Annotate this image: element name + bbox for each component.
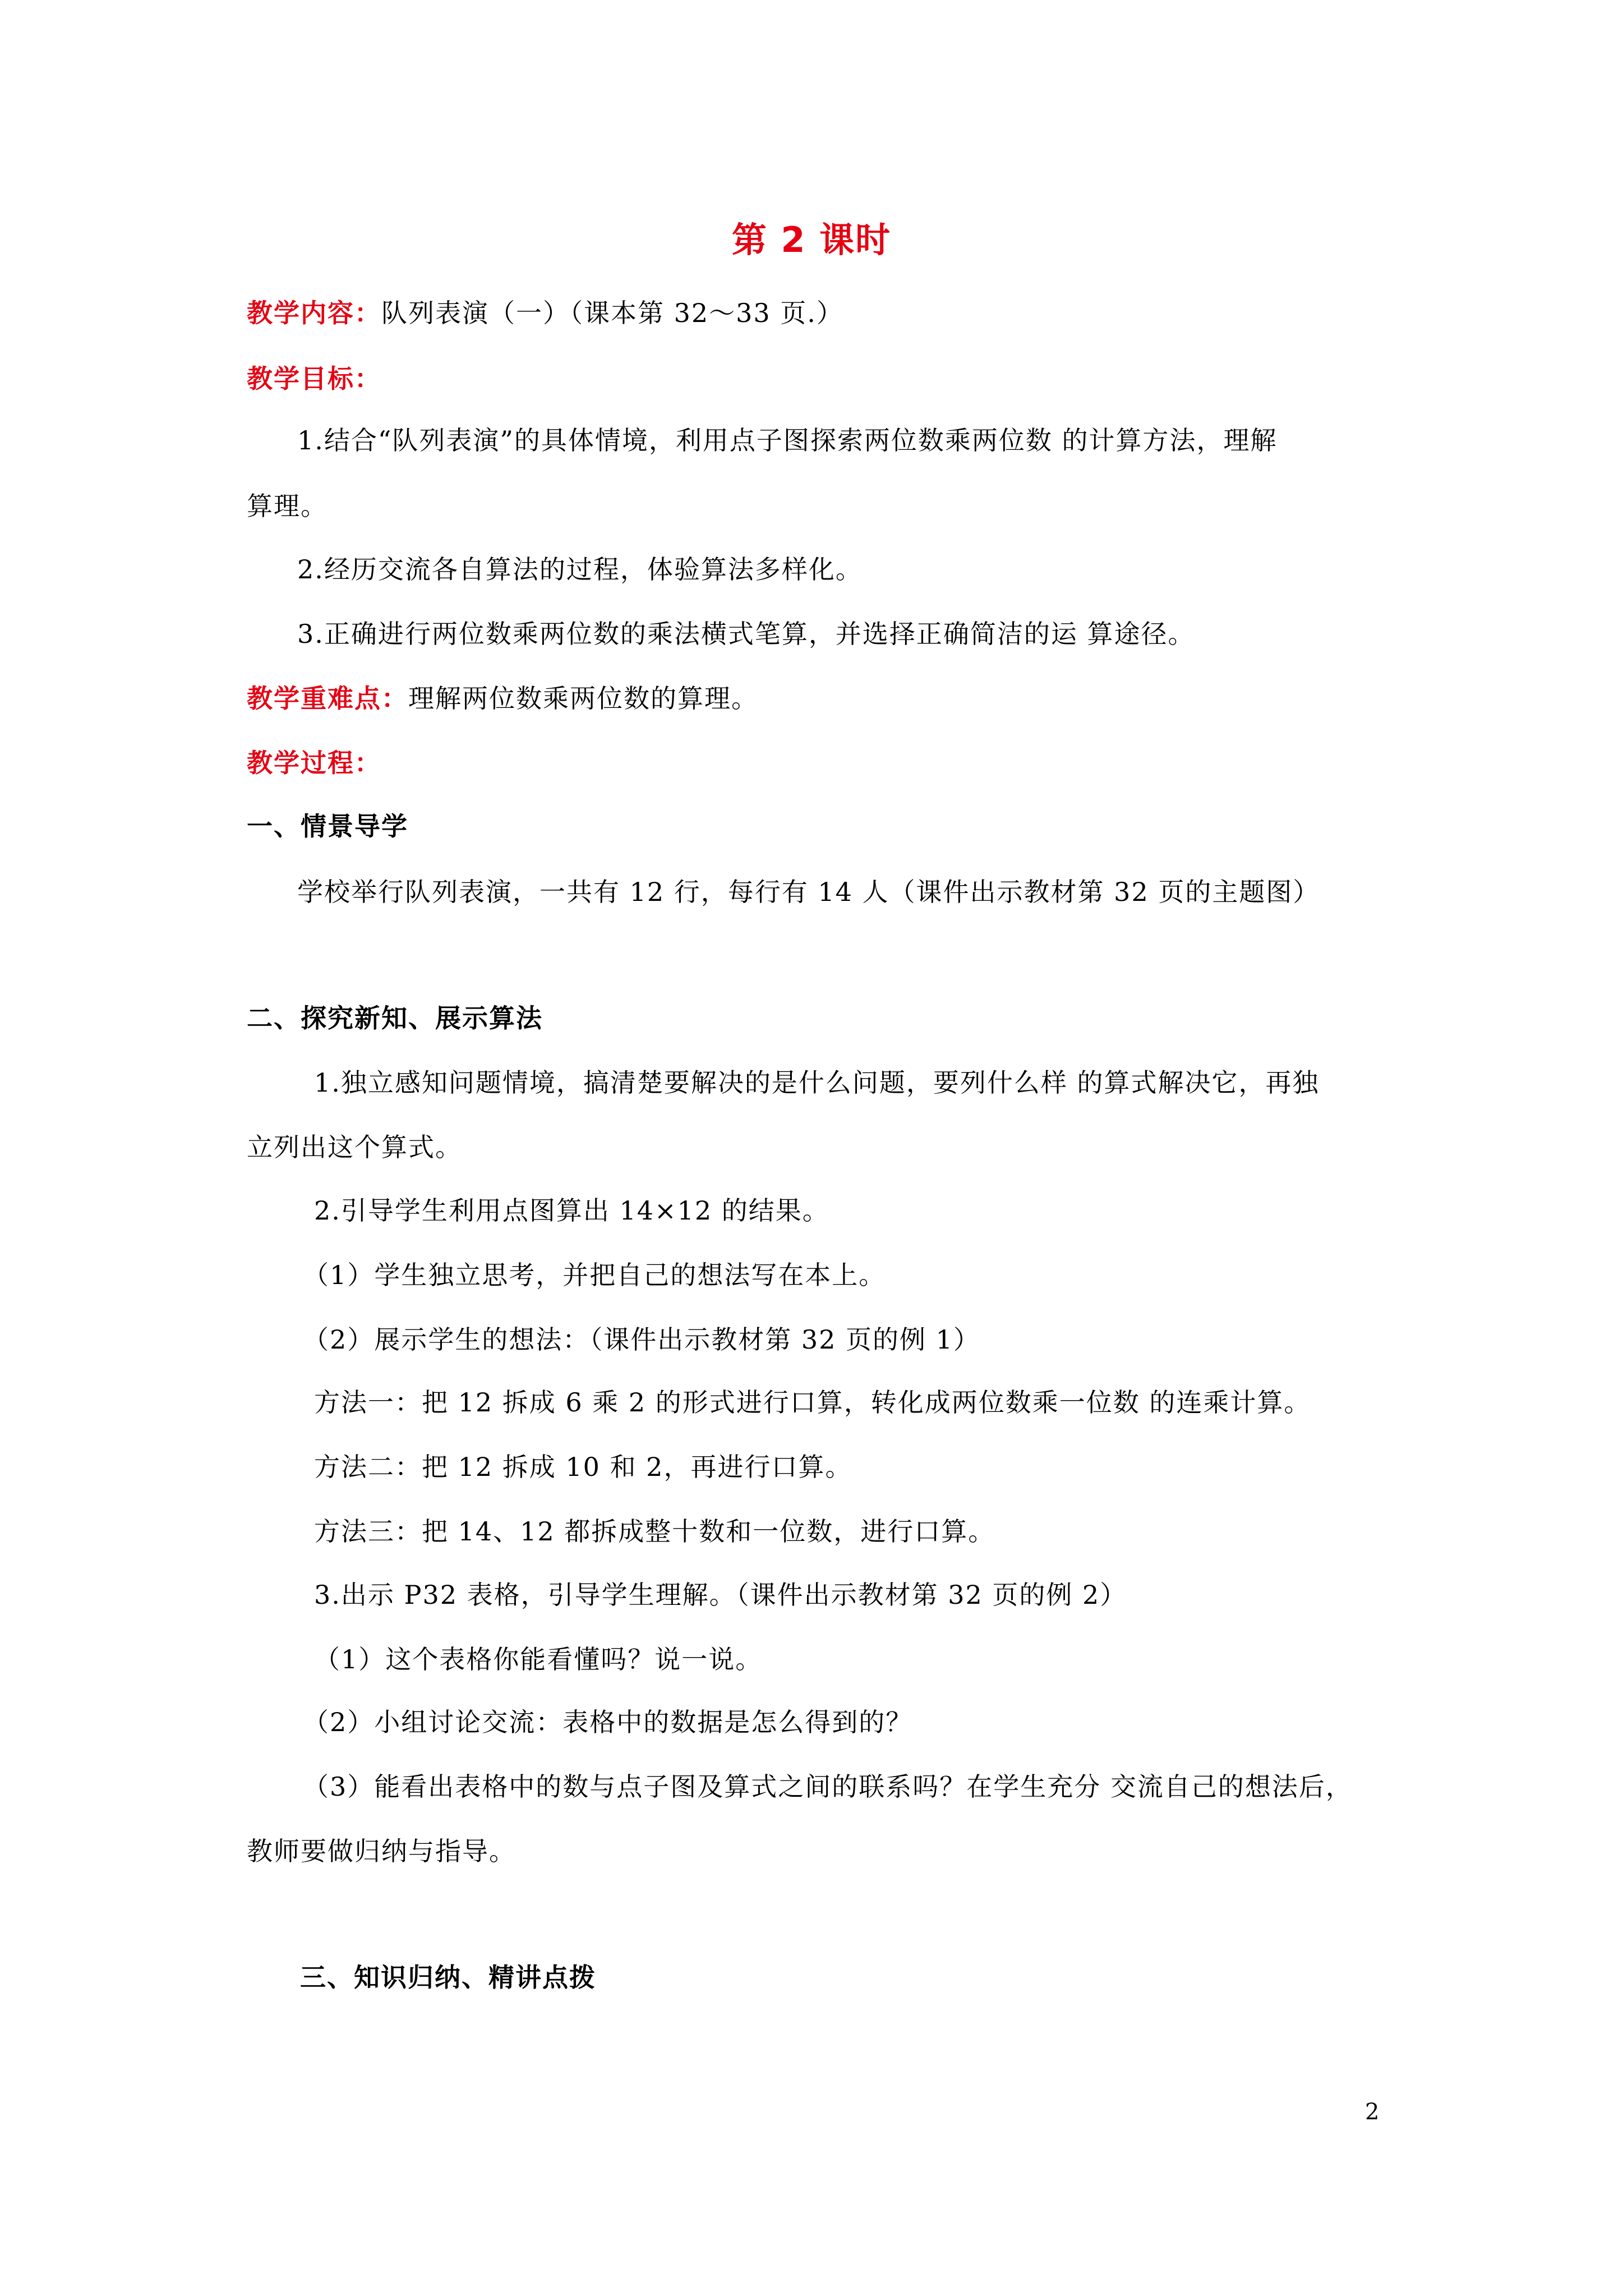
method-3: 方法三：把 14、12 都拆成整十数和一位数，进行口算。 xyxy=(314,1516,995,1547)
goals-label: 教学目标： xyxy=(247,364,381,394)
section-1-heading: 一、情景导学 xyxy=(247,811,408,841)
goal-1-line-1: 1.结合“队列表演”的具体情境，利用点子图探索两位数乘两位数 的计算方法，理解 xyxy=(297,425,1278,455)
section-2-heading: 二、探究新知、展示算法 xyxy=(247,1003,543,1033)
method-2: 方法二：把 12 拆成 10 和 2，再进行口算。 xyxy=(314,1452,852,1482)
content-line xyxy=(247,296,843,330)
page-title: 第 2 课时 xyxy=(731,219,892,260)
section-2-p2-2: （2）展示学生的想法：（课件出示教材第 32 页的例 1） xyxy=(303,1324,980,1355)
section-2-p1-line-1: 1.独立感知问题情境，搞清楚要解决的是什么问题，要列什么样 的算式解决它，再独 xyxy=(314,1068,1320,1098)
section-2-p3-2: （2）小组讨论交流：表格中的数据是怎么得到的？ xyxy=(303,1707,913,1737)
section-2-p1-line-2: 立列出这个算式。 xyxy=(247,1132,462,1162)
content-label: 教学内容： xyxy=(247,298,381,328)
page-number: 2 xyxy=(1365,2099,1380,2125)
content-text: 队列表演（一）（课本第 32～33 页.） xyxy=(381,298,843,328)
process-label: 教学过程： xyxy=(247,748,381,778)
key-line xyxy=(247,682,758,715)
goal-1-line-2: 算理。 xyxy=(247,491,328,521)
section-2-p2: 2.引导学生利用点图算出 14×12 的结果。 xyxy=(314,1195,829,1226)
key-label: 教学重难点： xyxy=(247,683,408,714)
section-2-p3-3-line-1: （3）能看出表格中的数与点子图及算式之间的联系吗？在学生充分 交流自己的想法后， xyxy=(303,1772,1353,1802)
key-text: 理解两位数乘两位数的算理。 xyxy=(408,683,758,714)
method-1: 方法一：把 12 拆成 6 乘 2 的形式进行口算，转化成两位数乘一位数 的连乘计算。 xyxy=(314,1387,1311,1418)
goal-2: 2.经历交流各自算法的过程，体验算法多样化。 xyxy=(297,554,863,585)
section-2-p3-1: （1）这个表格你能看懂吗？说一说。 xyxy=(314,1644,763,1674)
section-3-heading: 三、知识归纳、精讲点拨 xyxy=(300,1962,596,1993)
section-1-text: 学校举行队列表演，一共有 12 行，每行有 14 人（课件出示教材第 32 页的主题图） xyxy=(297,877,1320,907)
goal-3: 3.正确进行两位数乘两位数的乘法横式笔算，并选择正确简洁的运 算途径。 xyxy=(297,619,1195,649)
section-2-p3: 3.出示 P32 表格，引导学生理解。（课件出示教材第 32 页的例 2） xyxy=(314,1580,1127,1610)
section-2-p2-1: （1）学生独立思考，并把自己的想法写在本上。 xyxy=(303,1260,886,1290)
section-2-p3-3-line-2: 教师要做归纳与指导。 xyxy=(247,1836,516,1866)
